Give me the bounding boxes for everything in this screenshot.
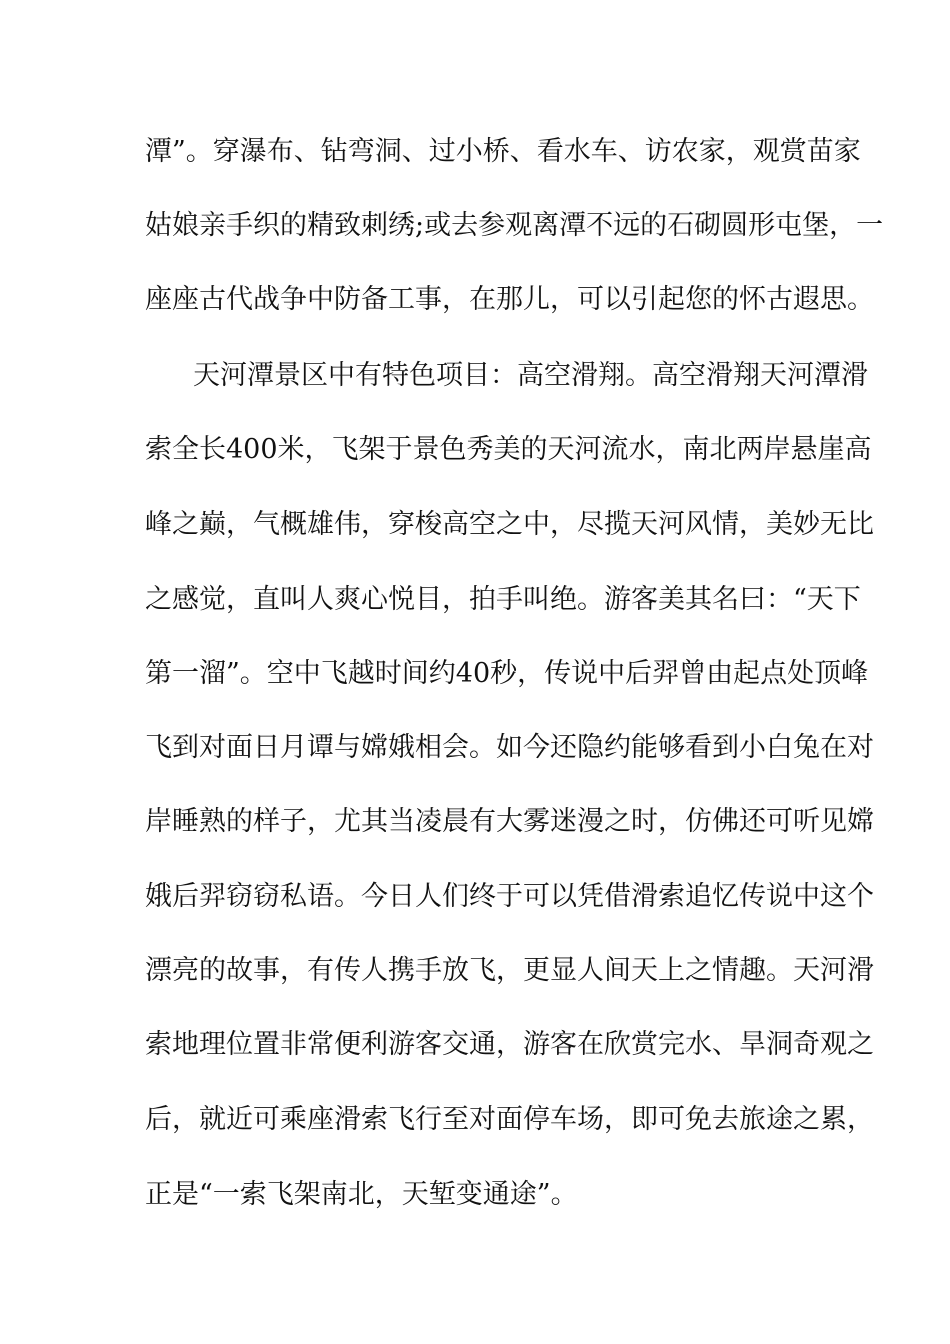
paragraph-2-line-1: 天河潭景区中有特色项目：高空滑翔。高空滑翔天河潭滑: [193, 360, 868, 391]
paragraph-1-line-2: 姑娘亲手织的精致刺绣;或去参观离潭不远的石砌圆形屯堡，一: [145, 210, 884, 241]
paragraph-1-line-3: 座座古代战争中防备工事，在那儿，可以引起您的怀古遐思。: [145, 284, 874, 315]
paragraph-2-line-6: 飞到对面日月谭与嫦娥相会。如今还隐约能够看到小白兔在对: [145, 732, 874, 763]
paragraph-2-line-9: 漂亮的故事，有传人携手放飞，更显人间天上之情趣。天河滑: [145, 955, 874, 986]
paragraph-2-line-3: 峰之巅，气概雄伟，穿梭高空之中，尽揽天河风情，美妙无比: [145, 509, 874, 540]
paragraph-2-line-11: 后，就近可乘座滑索飞行至对面停车场，即可免去旅途之累，: [145, 1104, 874, 1135]
paragraph-2-line-2: 索全长400米，飞架于景色秀美的天河流水，南北两岸悬崖高: [145, 434, 872, 465]
paragraph-2-line-7: 岸睡熟的样子，尤其当凌晨有大雾迷漫之时，仿佛还可听见嫦: [145, 806, 874, 837]
paragraph-2-line-10: 索地理位置非常便利游客交通，游客在欣赏完水、旱洞奇观之: [145, 1029, 874, 1060]
paragraph-2-line-8: 娥后羿窃窃私语。今日人们终于可以凭借滑索追忆传说中这个: [145, 881, 874, 912]
paragraph-1-line-1: 潭”。穿瀑布、钻弯洞、过小桥、看水车、访农家，观赏苗家: [145, 136, 861, 167]
paragraph-2-line-5: 第一溜”。空中飞越时间约40秒，传说中后羿曾由起点处顶峰: [145, 658, 869, 689]
paragraph-2-line-4: 之感觉，直叫人爽心悦目，拍手叫绝。游客美其名曰：“天下: [145, 584, 861, 615]
paragraph-2-line-12: 正是“一索飞架南北，天堑变通途”。: [145, 1179, 578, 1210]
